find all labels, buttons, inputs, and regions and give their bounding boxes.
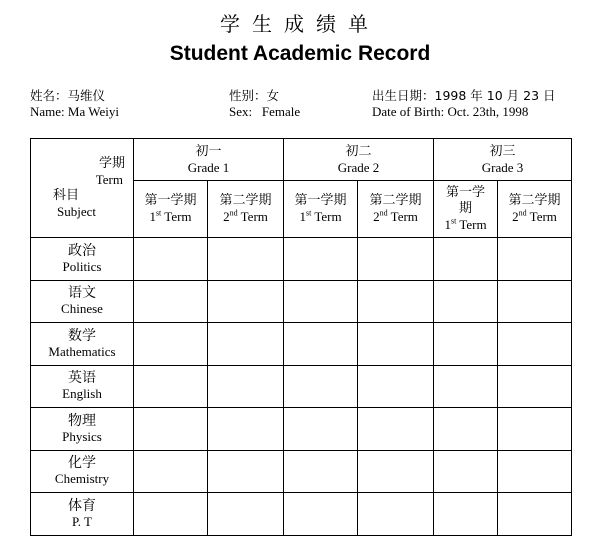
subject-en: Mathematics: [48, 343, 116, 359]
term-subject-corner-cell: [31, 139, 134, 238]
grade-cell: [134, 450, 208, 493]
grade-cell: [134, 365, 208, 408]
second-term-cn: 第二学期: [369, 193, 422, 208]
first-term-word: Term: [314, 209, 342, 224]
grade-cell: [284, 238, 358, 281]
grade-cell: [358, 323, 434, 366]
subject-cn: 政治: [68, 242, 96, 259]
grade-cell: [434, 238, 498, 281]
student-name-en: Name: Ma Weiyi: [30, 104, 119, 119]
second-term-cn: 第二学期: [219, 193, 272, 208]
grade-2-second-term-header: [358, 181, 434, 238]
grade-cell: [498, 408, 572, 451]
grade-3-header: [434, 139, 572, 181]
first-term-num: 1: [444, 217, 451, 232]
second-term-num: 2: [223, 209, 230, 224]
grade-cell: [498, 493, 572, 536]
grade-cell: [284, 365, 358, 408]
subject-en: Politics: [62, 258, 102, 274]
student-name-block: [30, 86, 119, 120]
grade-1-header: [134, 139, 284, 181]
subject-en: English: [62, 386, 102, 402]
grade-1-cn: 初一: [195, 143, 222, 159]
second-term-sup: nd: [379, 208, 388, 218]
subject-label-cell: [31, 493, 134, 536]
first-term-sup: st: [305, 208, 312, 218]
corner-subject-cn: 科目: [53, 188, 80, 203]
subject-cn: 体育: [68, 497, 96, 514]
grade-cell: [358, 280, 434, 323]
subject-cn: 数学: [68, 327, 96, 344]
grade-header-row: [31, 139, 572, 181]
student-sex-cn: 性别：女: [229, 88, 280, 103]
grade-cell: [284, 280, 358, 323]
grade-cell: [134, 408, 208, 451]
grade-cell: [434, 450, 498, 493]
corner-subject-en: Subject: [57, 204, 96, 219]
grade-cell: [134, 280, 208, 323]
subject-rows: [31, 238, 572, 536]
grade-cell: [498, 450, 572, 493]
subject-cn: 英语: [68, 370, 96, 387]
table-row: [31, 280, 572, 323]
subject-en: Physics: [62, 428, 102, 444]
document-title-chinese: 学生成绩单: [220, 12, 380, 36]
student-dob-en: Date of Birth: Oct. 23th, 1998: [372, 104, 529, 119]
grade-cell: [208, 280, 284, 323]
subject-label-cell: [31, 365, 134, 408]
grade-cell: [134, 238, 208, 281]
first-term-sup: st: [155, 208, 162, 218]
subject-cn: 语文: [68, 285, 96, 302]
grade-cell: [208, 450, 284, 493]
grade-cell: [498, 323, 572, 366]
student-sex-en: Sex: Female: [229, 104, 301, 119]
grade-cell: [434, 365, 498, 408]
corner-term-en: Term: [95, 172, 123, 187]
document-title-english: Student Academic Record: [169, 42, 431, 65]
student-sex-block: [229, 86, 300, 120]
corner-term-cn: 学期: [98, 156, 125, 171]
grade-cell: [358, 238, 434, 281]
grade-cell: [498, 365, 572, 408]
subject-label-cell: [31, 238, 134, 281]
grade-1-first-term-header: [134, 181, 208, 238]
grade-3-first-term-header: [434, 181, 498, 238]
grade-2-header: [284, 139, 434, 181]
student-dob-cn: 出生日期：1998 年 10 月 23 日: [372, 88, 556, 103]
second-term-num: 2: [373, 209, 380, 224]
first-term-word: Term: [459, 217, 487, 232]
grade-cell: [498, 280, 572, 323]
grade-3-second-term-header: [498, 181, 572, 238]
grade-cell: [134, 493, 208, 536]
academic-record-table: [30, 138, 572, 536]
grade-cell: [284, 408, 358, 451]
subject-label-cell: [31, 323, 134, 366]
first-term-num: 1: [149, 209, 156, 224]
grade-cell: [358, 408, 434, 451]
subject-en: Chemistry: [54, 471, 110, 487]
grade-cell: [358, 493, 434, 536]
first-term-cn: 第一学期: [144, 193, 197, 208]
table-row: [31, 408, 572, 451]
grade-2-cn: 初二: [345, 143, 372, 159]
second-term-sup: nd: [229, 208, 238, 218]
grade-cell: [434, 323, 498, 366]
subject-label-cell: [31, 408, 134, 451]
first-term-num: 1: [299, 209, 306, 224]
grade-cell: [434, 408, 498, 451]
table-row: [31, 323, 572, 366]
grade-1-en: Grade 1: [187, 159, 230, 175]
grade-cell: [208, 365, 284, 408]
first-term-word: Term: [164, 209, 192, 224]
grade-2-en: Grade 2: [337, 159, 380, 175]
student-dob-block: [372, 86, 556, 120]
subject-en: Chinese: [61, 301, 103, 317]
grade-3-cn: 初三: [489, 143, 516, 159]
grade-cell: [208, 238, 284, 281]
grade-cell: [284, 450, 358, 493]
subject-en: P. T: [72, 513, 92, 529]
student-name-cn: 姓名：马维仪: [30, 88, 106, 103]
grade-cell: [358, 365, 434, 408]
grade-cell: [284, 493, 358, 536]
second-term-word: Term: [529, 209, 557, 224]
grade-cell: [434, 280, 498, 323]
subject-cn: 物理: [68, 412, 96, 429]
grade-cell: [208, 323, 284, 366]
subject-label-cell: [31, 280, 134, 323]
second-term-cn: 第二学期: [508, 193, 561, 208]
table-row: [31, 493, 572, 536]
table-row: [31, 238, 572, 281]
second-term-num: 2: [512, 209, 519, 224]
grade-cell: [358, 450, 434, 493]
second-term-word: Term: [240, 209, 268, 224]
first-term-cn: 第一学期: [446, 185, 486, 216]
subject-cn: 化学: [68, 455, 96, 472]
table-row: [31, 450, 572, 493]
subject-label-cell: [31, 450, 134, 493]
first-term-cn: 第一学期: [294, 193, 347, 208]
grade-cell: [434, 493, 498, 536]
grade-2-first-term-header: [284, 181, 358, 238]
table-row: [31, 365, 572, 408]
second-term-word: Term: [390, 209, 418, 224]
grade-cell: [134, 323, 208, 366]
grade-cell: [284, 323, 358, 366]
grade-cell: [208, 493, 284, 536]
grade-1-second-term-header: [208, 181, 284, 238]
grade-3-en: Grade 3: [481, 159, 524, 175]
second-term-sup: nd: [518, 208, 527, 218]
grade-cell: [498, 238, 572, 281]
grade-cell: [208, 408, 284, 451]
first-term-sup: st: [450, 216, 457, 226]
